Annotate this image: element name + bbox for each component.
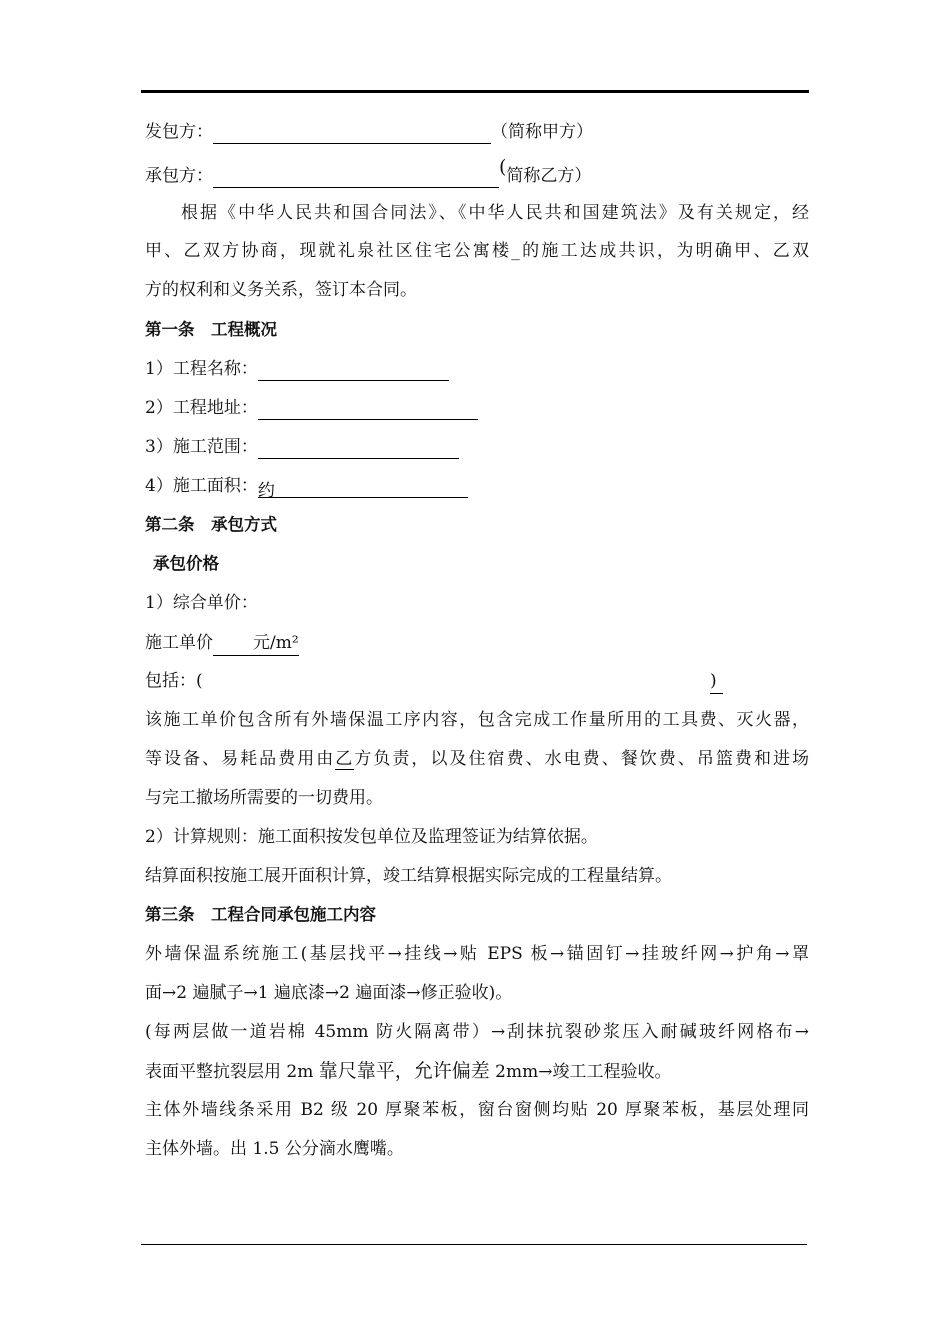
contractor-line [145,156,809,188]
calc-rule: 2）计算规则：施工面积按发包单位及监理签证为结算依据。 [145,827,598,847]
unit-price-line: 1）综合单价： [145,593,258,613]
scope-label: 3）施工范围： [145,437,258,457]
area-value: 约 [257,481,275,501]
includes-line [145,669,809,693]
article1-title: 第一条 工程概况 [145,320,277,339]
trim-line-2: 主体外墙。出 1.5 公分滴水鹰嘴。 [145,1139,404,1159]
project-address-line [145,396,809,420]
desc-party: 乙 [335,749,355,769]
employer-label: 发包方： [145,122,213,142]
price-field[interactable] [213,631,299,656]
trim-line-1: 主体外墙线条采用 B2 级 20 厚聚苯板，窗台窗侧均贴 20 厚聚苯板，基层处理同 [145,1100,809,1120]
settle-rule: 结算面积按施工展开面积计算，竣工结算根据实际完成的工程量结算。 [145,866,672,886]
includes-close: ) [710,669,723,694]
article2-title: 第二条 承包方式 [145,515,277,534]
scope-line [145,435,809,459]
employer-blank[interactable] [213,125,491,144]
process-line-2: 面→2 遍腻子→1 遍底漆→2 遍面漆→修正验收)。 [145,983,513,1003]
contractor-label: 承包方： [145,166,213,186]
contractor-paren: ( [499,156,507,178]
intro-line-1: 根据《中华人民共和国合同法》、《中华人民共和国建筑法》及有关规定，经 [181,203,809,223]
contractor-blank[interactable] [213,169,499,188]
price-unit: 元/m² [253,633,299,653]
project-name-line [145,357,809,381]
intro-line-3: 方的权利和义务关系，签订本合同。 [145,280,417,300]
desc-line-1: 该施工单价包含所有外墙保温工序内容，包含完成工作量所用的工具费、灭火器， [145,710,809,730]
project-name-label: 1）工程名称： [145,359,258,379]
project-address-label: 2）工程地址： [145,398,258,418]
desc-line-2: 等设备、易耗品费用由乙方负责，以及住宿费、水电费、餐饮费、吊篮费和进场 [145,749,810,769]
area-label: 4）施工面积： [145,476,258,496]
price-label: 施工单价 [145,633,213,653]
article2-subtitle: 承包价格 [153,554,219,573]
header-rule [141,90,809,93]
employer-line [145,120,809,144]
includes-label: 包括：( [145,671,203,691]
area-line [145,474,809,501]
area-blank[interactable] [257,479,468,501]
project-address-blank[interactable] [258,401,478,420]
intro-line-2: 甲、乙双方协商，现就礼泉社区住宅公寓楼_的施工达成共识，为明确甲、乙双 [145,241,809,261]
project-name-blank[interactable] [258,362,449,381]
process-line-1: 外墙保温系统施工(基层找平→挂线→贴 EPS 板→锚固钉→挂玻纤网→护角→罩 [145,944,809,964]
employer-note: （简称甲方） [491,122,593,142]
footer-rule [141,1244,807,1245]
contractor-note: 简称乙方） [506,166,592,186]
firebreak-line-1: (每两层做一道岩棉 45mm 防火隔离带）→刮抹抗裂砂浆压入耐碱玻纤网格布→ [145,1022,809,1042]
article3-title: 第三条 工程合同承包施工内容 [145,905,376,924]
scope-blank[interactable] [258,440,459,459]
price-line [145,631,809,656]
firebreak-line-2: 表面平整抗裂层用 2m 靠尺靠平，允许偏差 2mm→竣工工程验收。 [145,1060,672,1082]
desc-line-3: 与完工撤场所需要的一切费用。 [145,788,383,808]
